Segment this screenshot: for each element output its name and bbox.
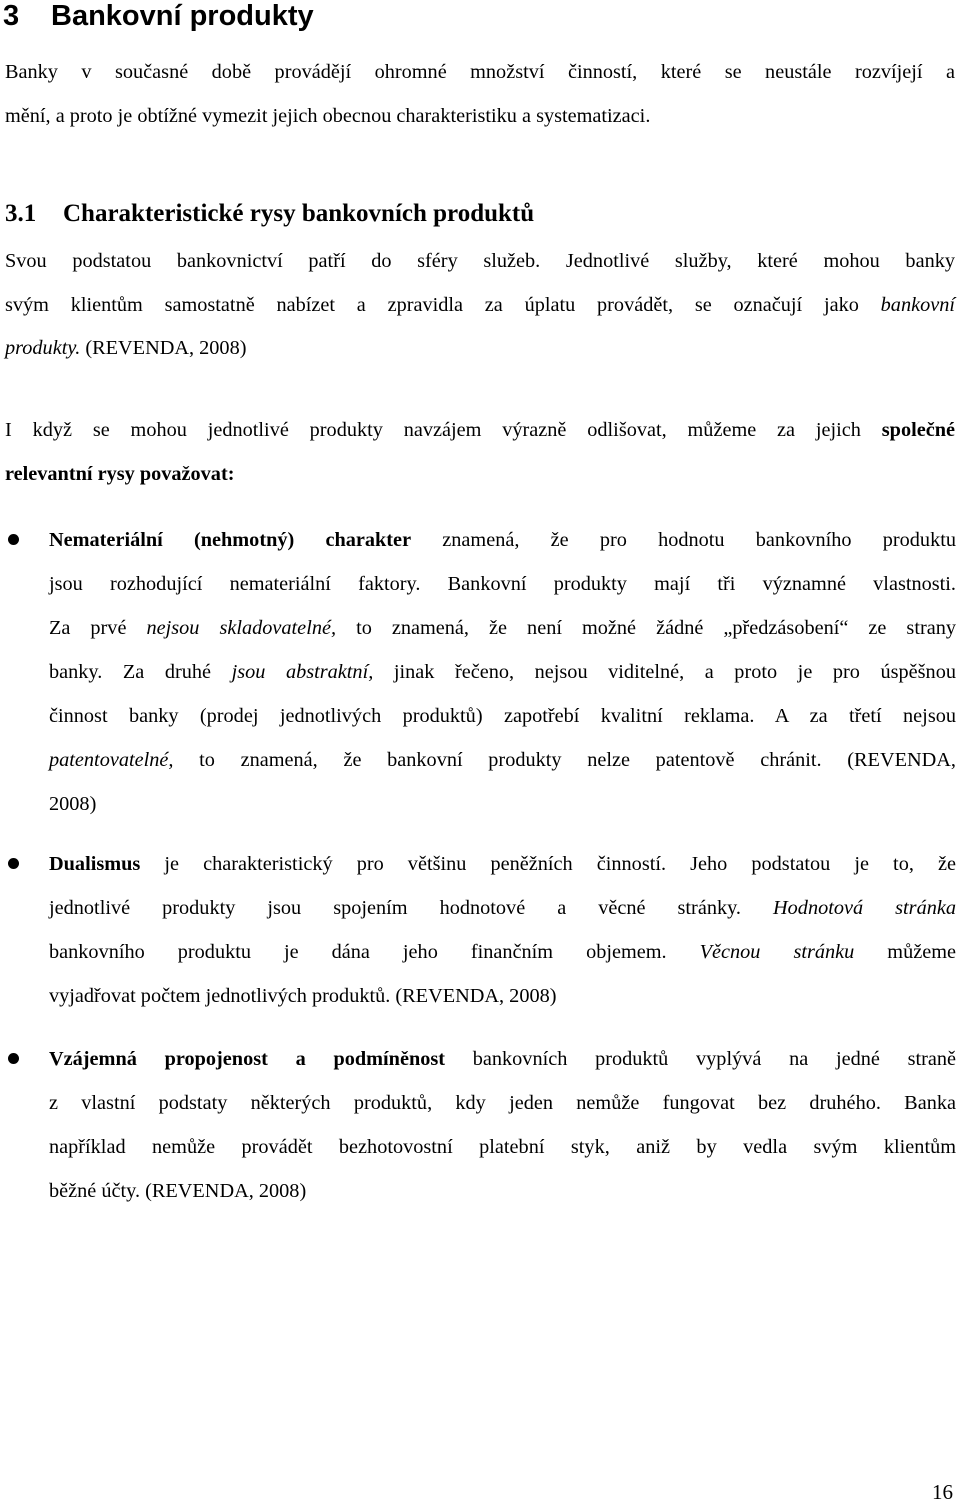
bullet-line [49,886,956,930]
bullet-text [49,518,956,826]
italic-term: Hodnotová stránka [773,897,957,919]
section-title: Charakteristické rysy bankovních produktů [63,200,535,227]
text-run: svým klientům samostatně nabízet a zpravidla za úplatu provádět, se označují jako [5,293,881,316]
bullet-line: vyjadřovat počtem jednotlivých produktů. (REVENDA, 2008) [49,985,557,1007]
bullet-icon [8,534,19,545]
bullet-line: například nemůže provádět bezhotovostní platební styk, aniž by vedla svým klientům [49,1136,956,1158]
bullet-line [49,842,956,886]
bullet-line [49,930,956,974]
text-run: můžeme [854,941,956,963]
text-run: Za prvé [49,617,147,639]
definition-paragraph [5,240,955,371]
bold-term: společné [881,419,955,441]
paragraph-line [5,284,955,328]
bullet-line: jsou rozhodující nemateriální faktory. Bankovní produkty mají tři významné vlastnosti. [49,573,956,595]
text-run: bankovních produktů vyplývá na jedné straně [445,1048,956,1070]
chapter-title: Bankovní produkty [51,0,314,32]
intro-paragraph [5,51,955,138]
italic-term: nejsou skladovatelné, [146,617,337,639]
italic-term: produkty. [5,337,81,359]
bullet-line [49,738,956,782]
bullet-icon [8,1053,19,1064]
text-run: to znamená, že není možné žádné „předzásobení“ ze strany [336,617,956,639]
intro-line: mění, a proto je obtížné vymezit jejich obecnou charakteristiku a systematizaci. [5,104,651,127]
text-run: banky. Za druhé [49,661,232,683]
bullet-text [49,1037,956,1213]
paragraph-line [5,409,955,453]
bold-term: Vzájemná propojenost a podmíněnost [49,1048,446,1070]
text-run: to znamená, že bankovní produkty nelze patentově chránit. (REVENDA, [173,749,956,771]
text-run: je charakteristický pro většinu peněžních činností. Jeho podstatou je to, že [140,853,956,875]
bold-term: relevantní rysy považovat: [5,462,235,485]
italic-term: jsou abstraktní, [231,661,374,683]
bullet-text [49,842,956,1018]
section-heading [5,192,534,236]
chapter-number: 3 [3,0,20,32]
page-number: 16 [932,1480,953,1504]
bullet-line: 2008) [49,793,97,815]
paragraph-line [5,327,955,371]
text-run: bankovního produktu je dána jeho finančním objemem. [49,941,700,963]
bullet-line [49,1037,956,1081]
text-run: jinak řečeno, nejsou viditelné, a proto je pro úspěšnou [373,661,956,683]
bullet-line [49,518,956,562]
section-number: 3.1 [5,200,37,227]
intro-line: Banky v současné době provádějí ohromné množství činností, které se neustále rozvíjejí a [5,61,955,83]
text-run: jednotlivé produkty jsou spojením hodnotové a věcné stránky. [49,897,774,919]
chapter-heading [3,0,314,38]
text-run: I když se mohou jednotlivé produkty navzájem výrazně odlišovat, můžeme za jejich [5,419,882,441]
italic-term: patentovatelné, [49,749,174,771]
bold-term: Nemateriální (nehmotný) charakter [49,529,412,551]
bullet-line: z vlastní podstaty některých produktů, kdy jeden nemůže fungovat bez druhého. Banka [49,1092,956,1114]
paragraph-line [5,453,955,497]
italic-term: Věcnou stránku [699,941,855,963]
text-run: znamená, že pro hodnotu bankovního produktu [411,529,956,551]
paragraph-line: Svou podstatou bankovnictví patří do sféry služeb. Jednotlivé služby, které mohou banky [5,250,955,272]
bold-term: Dualismus [49,853,141,875]
bullet-line [49,606,956,650]
citation: (REVENDA, 2008) [80,337,247,359]
bullet-line [49,650,956,694]
features-intro-paragraph [5,409,955,496]
bullet-line: běžné účty. (REVENDA, 2008) [49,1180,307,1202]
bullet-icon [8,858,19,869]
bullet-line: činnost banky (prodej jednotlivých produktů) zapotřebí kvalitní reklama. A za třetí nejsou [49,705,956,727]
italic-term: bankovní [880,293,955,316]
